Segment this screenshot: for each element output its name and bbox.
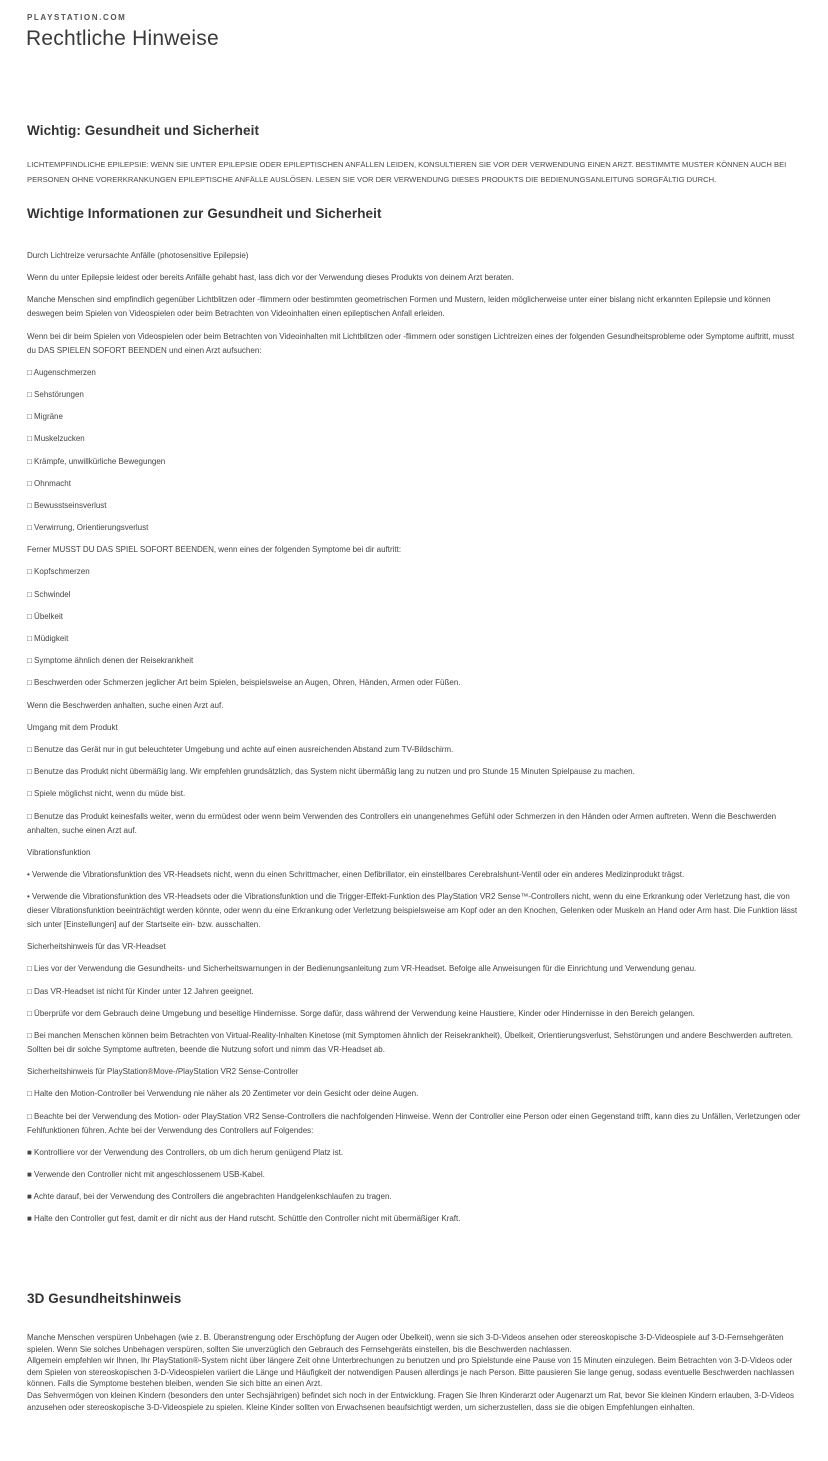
info-paragraph: Wenn du unter Epilepsie leidest oder bereits Anfälle gehabt hast, lass dich vor der Verwendung dieses Produkts von deinem Arzt beraten.: [27, 273, 514, 283]
symptom-list-item: □ Migräne: [27, 412, 63, 422]
3d-health-paragraph: Allgemein empfehlen wir Ihnen, Ihr PlayStation®-System nicht über längere Zeit ohne Unterbrechungen zu benutzen und pro Spielstunde eine Pause von 15 Minuten einzulegen. Beim Betrachten von 3-D-Videos oder dem Spielen von stereoskopischen 3-D-Videospielen variiert die Länge und Häufigkeit der notwendigen Pausen allerdings je nach Person. Bitte pausieren Sie lange genug, sodass eventuelle Beschwerden nachlassen können. Falls die Symptome bestehen bleiben, wenden Sie sich bitte an einen Arzt.: [27, 1356, 795, 1389]
product-use-list-item: □ Benutze das Produkt keinesfalls weiter, wenn du ermüdest oder wenn beim Verwenden des Controllers ein unangenehmes Gefühl oder Schmerzen in den Händen oder Armen auftreten. Wenn die Beschwerden anhalten, suche einen Arzt auf.: [27, 811, 777, 835]
symptom-list-item: □ Übelkeit: [27, 611, 63, 621]
subheading: Umgang mit dem Produkt: [27, 722, 118, 732]
symptom-list-item: □ Symptome ähnlich denen der Reisekrankheit: [27, 656, 194, 666]
3d-health-body: [27, 1332, 801, 1413]
info-paragraph: Wenn bei dir beim Spielen von Videospielen oder beim Betrachten von Videoinhalten mit Lichtblitzen oder -flimmern oder sonstigen Lichtreizen eines der folgenden Gesundheitsprobleme oder Symptome auftritt, musst du DAS SPIELEN SOFORT BEENDEN und einen Arzt aufsuchen:: [27, 331, 795, 355]
product-use-list-item: □ Benutze das Gerät nur in gut beleuchteter Umgebung und achte auf einen ausreichenden Abstand zum TV-Bildschirm.: [27, 744, 454, 754]
vibration-list-item: • Verwende die Vibrationsfunktion des VR-Headsets oder die Vibrationsfunktion und die Trigger-Effekt-Funktion des PlayStation VR2 Sense™-Controllers nicht, wenn du eine Erkrankung oder Verletzung hast, die von dieser Vibrationsfunktion beeinträchtigt werden könnte, oder wenn du eine Erkrankung oder Verletzung beispielsweise am Kopf oder an den Knochen, Gelenken oder Muskeln an Hand oder Arm hast. Die Funktion lässt sich unter [Einstellungen] auf der Startseite ein- bzw. ausschalten.: [27, 892, 798, 930]
controller-sub-item: ■ Halte den Controller gut fest, damit er dir nicht aus der Hand rutscht. Schüttle den Controller nicht mit übermäßiger Kraft.: [27, 1214, 461, 1224]
symptom-list-item: □ Muskelzucken: [27, 434, 85, 444]
info-paragraph: Durch Lichtreize verursachte Anfälle (photosensitive Epilepsie): [27, 251, 249, 260]
symptom-list-item: □ Kopfschmerzen: [27, 567, 90, 577]
headset-list-item: □ Bei manchen Menschen können beim Betrachten von Virtual-Reality-Inhalten Kinetose (mit Symptomen ähnlich der Reisekrankheit), Übelkeit, Orientierungsverlust, Sehstörungen und andere Beschwerden auftreten. Sollten bei dir solche Symptome auftreten, beende die Nutzung sofort und nimm das VR-Headset ab.: [27, 1031, 793, 1054]
symptom-list-item: □ Müdigkeit: [27, 634, 69, 643]
subheading: Sicherheitshinweis für das VR-Headset: [27, 942, 166, 952]
symptom-list-item: □ Verwirrung, Orientierungsverlust: [27, 523, 149, 533]
headset-list-item: □ Überprüfe vor dem Gebrauch deine Umgebung und beseitige Hindernisse. Sorge dafür, dass während der Verwendung keine Haustiere, Kinder oder Hindernisse in den Bereich gelangen.: [27, 1008, 695, 1018]
info-paragraph: Wenn die Beschwerden anhalten, suche einen Arzt auf.: [27, 700, 224, 710]
symptom-list-item: □ Beschwerden oder Schmerzen jeglicher Art beim Spielen, beispielsweise an Augen, Ohren, Händen, Armen oder Füßen.: [27, 678, 461, 688]
brand-link[interactable]: PLAYSTATION.COM: [27, 13, 127, 22]
controller-sub-item: ■ Achte darauf, bei der Verwendung des Controllers die angebrachten Handgelenkschlaufen zu tragen.: [27, 1192, 392, 1202]
subheading: Vibrationsfunktion: [27, 847, 91, 857]
headset-list-item: □ Lies vor der Verwendung die Gesundheits- und Sicherheitswarnungen in der Bedienungsanleitung zum VR-Headset. Befolge alle Anweisungen für die Einrichtung und Verwendung genau.: [27, 964, 697, 974]
section-heading-important-info: Wichtige Informationen zur Gesundheit und Sicherheit: [27, 206, 382, 221]
symptom-list-item: □ Bewusstseinsverlust: [27, 500, 107, 510]
page-title: Rechtliche Hinweise: [26, 27, 219, 50]
symptom-list-item: □ Ohnmacht: [27, 478, 71, 488]
section-heading-health-safety: Wichtig: Gesundheit und Sicherheit: [27, 123, 260, 138]
3d-health-paragraph: Das Sehvermögen von kleinen Kindern (besonders den unter Sechsjährigen) befindet sich noch in der Entwicklung. Fragen Sie Ihren Kinderarzt oder Augenarzt um Rat, bevor Sie kleinen Kindern erlauben, 3-D-Videos anzusehen oder stereoskopische 3-D-Videospiele zu spielen. Kleine Kinder sollten von Erwachsenen beaufsichtigt werden, um sicherzustellen, dass sie die obigen Empfehlungen einhalten.: [27, 1390, 794, 1412]
product-use-list-item: □ Benutze das Produkt nicht übermäßig lang. Wir empfehlen grundsätzlich, das System nicht übermäßig lang zu nutzen und pro Stunde 15 Minuten Spielpause zu machen.: [27, 767, 635, 777]
headset-list-item: □ Das VR-Headset ist nicht für Kinder unter 12 Jahren geeignet.: [27, 986, 254, 996]
controller-list-item: □ Halte den Motion-Controller bei Verwendung nie näher als 20 Zentimeter vor dein Gesicht oder deine Augen.: [27, 1089, 419, 1099]
product-use-list-item: □ Spiele möglichst nicht, wenn du müde bist.: [27, 789, 186, 799]
section-heading-3d-health: 3D Gesundheitshinweis: [27, 1291, 182, 1306]
important-info-body: [27, 249, 801, 1235]
symptom-list-item: □ Sehstörungen: [27, 389, 84, 399]
3d-health-paragraph: Manche Menschen verspüren Unbehagen (wie z. B. Überanstrengung oder Erschöpfung der Augen oder Übelkeit), wenn sie sich 3-D-Videos ansehen oder stereoskopische 3-D-Videospiele auf 3-D-Fernsehgeräten spielen. Wenn Sie solches Unbehagen verspüren, sollten Sie unverzüglich den Gebrauch des Fernsehgeräts einstellen, bis die Beschwerden nachlassen.: [27, 1333, 784, 1354]
epilepsy-warning: LICHTEMPFINDLICHE EPILEPSIE: WENN SIE UNTER EPILEPSIE ODER EPILEPTISCHEN ANFÄLLEN LEIDEN, KONSULTIEREN SIE VOR DER VERWENDUNG EINEN ARZT. BESTIMMTE MUSTER KÖNNEN AUCH BEI PERSONEN OHNE VORERKRANKUNGEN EPILEPTISCHE ANFÄLLE AUSLÖSEN. LESEN SIE VOR DER VERWENDUNG DIESES PRODUKTS DIE BEDIENUNGSANLEITUNG SORGFÄLTIG DURCH.: [27, 160, 787, 184]
vibration-list-item: • Verwende die Vibrationsfunktion des VR-Headsets nicht, wenn du einen Schrittmacher, einen Defibrillator, ein einstellbares Cerebralshunt-Ventil oder ein anderes Medizinprodukt trägst.: [27, 869, 685, 879]
controller-sub-item: ■ Kontrolliere vor der Verwendung des Controllers, ob um dich herum genügend Platz ist.: [27, 1147, 344, 1157]
info-paragraph: Ferner MUSST DU DAS SPIEL SOFORT BEENDEN, wenn eines der folgenden Symptome bei dir auftritt:: [27, 545, 402, 555]
info-paragraph: Manche Menschen sind empfindlich gegenüber Lichtblitzen oder -flimmern oder bestimmten geometrischen Formen und Mustern, leiden möglicherweise unter einer bislang nicht erkannten Epilepsie und können deswegen beim Spielen von Videospielen oder beim Betrachten von Videoinhalten einen epileptischen Anfall erleiden.: [27, 295, 771, 319]
controller-list-item: □ Beachte bei der Verwendung des Motion- oder PlayStation VR2 Sense-Controllers die nachfolgenden Hinweise. Wenn der Controller eine Person oder einen Gegenstand trifft, kann dies zu Unfällen, Verletzungen oder Fehlfunktionen führen. Achte bei der Verwendung des Controllers auf Folgendes:: [27, 1111, 801, 1135]
controller-sub-item: ■ Verwende den Controller nicht mit angeschlossenem USB-Kabel.: [27, 1169, 265, 1179]
subheading: Sicherheitshinweis für PlayStation®Move-/PlayStation VR2 Sense-Controller: [27, 1067, 299, 1077]
symptom-list-item: □ Schwindel: [27, 589, 71, 599]
symptom-list-item: □ Augenschmerzen: [27, 367, 96, 377]
symptom-list-item: □ Krämpfe, unwillkürliche Bewegungen: [27, 456, 166, 466]
